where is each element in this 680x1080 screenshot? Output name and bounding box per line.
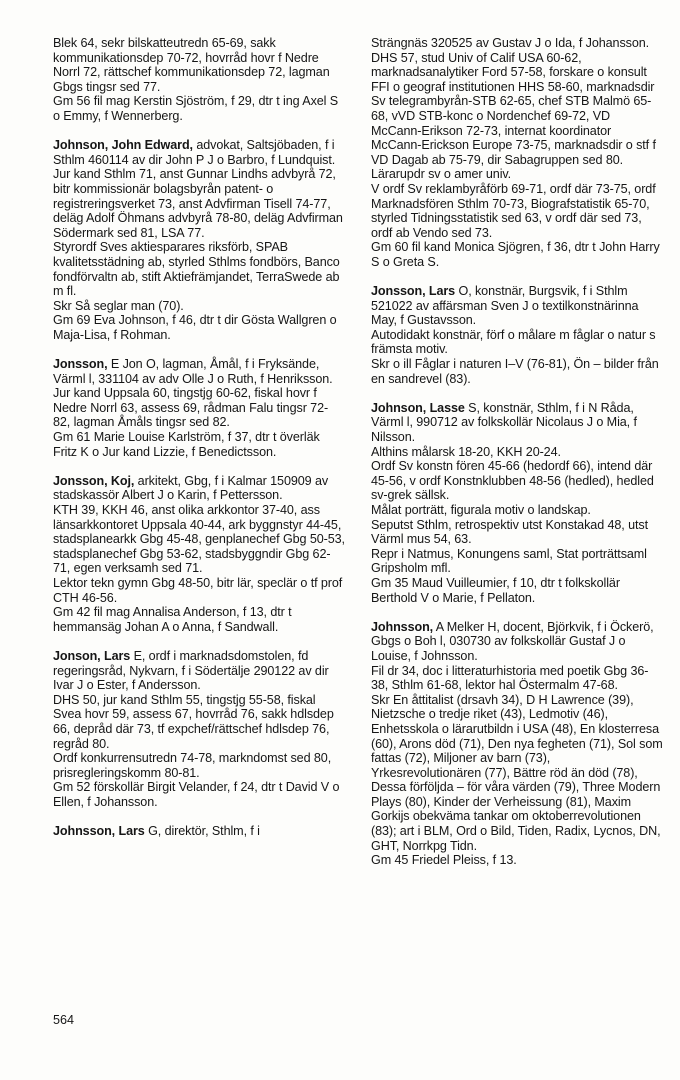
entry-jonsson-lars-o	[371, 284, 663, 386]
entry-paragraph: V ordf Sv reklambyråförb 69-71, ordf där 73-75, ordf Marknadsfören Sthlm 70-73, Biografstatistik 65-70, styrled Tidningsstatistik sed 63, v ordf där sed 73, ordf ab Vendo sed 73.	[371, 181, 656, 240]
entry-header	[53, 474, 345, 503]
entry-paragraph: KTH 39, KKH 46, anst olika arkkontor 37-40, ass länsarkkontoret Uppsala 40-44, ark byggnstyr 44-45, stadsplanearkk Gbg 45-48, genplanechef Gbg 50-53, stadsplanechef Gbg 53-62, stadsbyggndir Gbg 62-71, egen verksamh sed 71.	[53, 503, 345, 576]
entry-paragraph: Autodidakt konstnär, förf o målare m fåglar o natur s främsta motiv.	[371, 327, 656, 357]
entry-header	[53, 649, 345, 693]
entry-header-text: E Jon O, lagman, Åmål, f i Fryksände, Värml l, 331104 av adv Olle J o Ruth, f Henriksson.	[53, 357, 333, 386]
entry-name: Johnsson, Lars	[53, 824, 145, 839]
entry-paragraph: Gm 56 fil mag Kerstin Sjöström, f 29, dtr t ing Axel S o Emmy, f Wennerberg.	[53, 94, 339, 123]
entry-header	[371, 620, 663, 664]
entry-paragraph: Gm 35 Maud Vuilleumier, f 10, dtr t folkskollär Berthold V o Marie, f Pellaton.	[371, 575, 620, 605]
entry-paragraph: Gm 60 fil kand Monica Sjögren, f 36, dtr t John Harry S o Greta S.	[371, 240, 660, 269]
entry-header-text: E, ordf i marknadsdomstolen, fd regeringsråd, Nykvarn, f i Södertälje 290122 av dir Ivar J o Ester, f Andersson.	[53, 648, 329, 693]
entry-paragraph: Styrordf Sves aktiesparares riksförb, SPAB kvalitetsstädning ab, styrled Sthlms fondbörs, Banco fondförvaltn ab, stift Aktiefrämjandet, TerraSwede ab m fl.	[53, 240, 340, 299]
entry-paragraph: DHS 50, jur kand Sthlm 55, tingstjg 55-58, fiskal Svea hovr 59, assess 67, hovrråd 76, sakk hdlsdep 66, depråd där 73, tf expchef/rättschef hdlsdep 76, regråd 80.	[53, 692, 334, 751]
entry-paragraph: Seputst Sthlm, retrospektiv utst Konstakad 48, utst Värml mus 54, 63.	[371, 517, 648, 547]
entry-paragraph: Althins målarsk 18-20, KKH 20-24.	[371, 444, 561, 459]
entry-continuation	[371, 36, 663, 270]
entry-paragraph: Fil dr 34, doc i litteraturhistoria med poetik Gbg 36-38, Sthlm 61-68, lektor hal Östermalm 47-68.	[371, 663, 649, 693]
entry-header-text: G, direktör, Sthlm, f i	[144, 824, 260, 839]
entry-paragraph: Skr o ill Fåglar i naturen I–V (76-81), Ön – bilder från en sandrevel (83).	[371, 357, 659, 386]
entry-header	[53, 357, 345, 386]
entry-paragraph: Jur kand Uppsala 60, tingstjg 60-62, fiskal hovr f Nedre Norrl 63, assess 69, rådman Falu tingsr 72-82, lagman Åmåls tingsr sed 82.	[53, 386, 329, 430]
entry-paragraph: Ordf Sv konstn fören 45-66 (hedordf 66), intend där 45-56, v ordf Konstnklubben 48-56 (hedled), hedled sv-grek sällsk.	[371, 459, 654, 503]
entry-jonsson-koj	[53, 474, 345, 635]
entry-header-text: arkitekt, Gbg, f i Kalmar 150909 av stadskassör Albert J o Karin, f Pettersson.	[53, 473, 329, 503]
entry-name: Johnsson,	[371, 619, 434, 634]
entry-paragraph: Blek 64, sekr bilskatteutredn 65-69, sakk kommunikationsdep 70-72, hovrråd hovr f Nedre Norrl 72, rättschef kommunikationsdep 72, lagman Gbgs tingsr sed 77.	[53, 36, 330, 94]
entry-paragraph: Repr i Natmus, Konungens saml, Stat porträttsaml Gripsholm mfl.	[371, 546, 647, 576]
entry-paragraph: Gm 61 Marie Louise Karlström, f 37, dtr t överläk Fritz K o Jur kand Lizzie, f Benedictsson.	[53, 430, 320, 459]
entry-header-text: O, konstnär, Burgsvik, f i Sthlm 521022 av affärsman Sven J o textilkonstnärinna May, f Gustavsson.	[371, 284, 639, 328]
entry-name: Jonsson, Lars	[371, 284, 456, 299]
entry-name: Johnson, Lasse	[371, 400, 465, 415]
entry-paragraph: Jur kand Sthlm 71, anst Gunnar Lindhs advbyrå 72, bitr kommissionär bolagsbyrån patent- o registreringsverket 73, anst Advfirman Tisell 74-77, deläg Adolf Öhmans advbyrå 78-80, deläg Advfirman Södermark sed 81, LSA 77.	[53, 167, 343, 240]
entry-name: Jonsson, Koj,	[53, 473, 135, 488]
entry-paragraph: Lärarupdr sv o amer univ.	[371, 167, 512, 182]
entry-paragraph: Skr Så seglar man (70).	[53, 298, 184, 313]
entry-paragraph: Gm 45 Friedel Pleiss, f 13.	[371, 853, 517, 868]
entry-paragraph: Strängnäs 320525 av Gustav J o Ida, f Johansson.	[371, 36, 650, 50]
entry-jonsson-e-jon	[53, 357, 345, 459]
entry-johnson-john-edward	[53, 138, 345, 342]
page-number: 564	[53, 1013, 75, 1027]
entry-paragraph: Gm 52 förskollär Birgit Velander, f 24, dtr t David V o Ellen, f Johansson.	[53, 780, 340, 809]
entry-header	[53, 824, 345, 839]
entry-header-text: advokat, Saltsjöbaden, f i Sthlm 460114 av dir John P J o Barbro, f Lundquist.	[53, 138, 336, 167]
entry-name: Jonsson,	[53, 357, 108, 372]
entry-header	[371, 284, 663, 328]
entry-paragraph: Målat porträtt, figurala motiv o landskap.	[371, 503, 591, 517]
entry-johnsson-melker	[371, 620, 663, 868]
entry-johnson-lasse	[371, 401, 663, 605]
entry-jonson-lars	[53, 649, 345, 810]
left-column	[53, 36, 345, 853]
entry-name: Jonson, Lars	[53, 648, 131, 663]
entry-continuation	[53, 36, 345, 124]
entry-header-text: A Melker H, docent, Björkvik, f i Öckerö, Gbgs o Boh l, 030730 av folkskollär Gustaf J o Louise, f Johnsson.	[371, 619, 654, 663]
entry-header	[53, 138, 345, 167]
entry-paragraph: Skr En åttitalist (drsavh 34), D H Lawrence (39), Nietzsche o tredje riket (43), Ledmotiv (46), Enhetsskola o lärarutbildn i USA (48), En klosterresa (60), Arons död (71), Den nya fegheten (71), Sol som fattas (72), Miljoner av barn (73), Yrkesrevolutionären (77), Bättre röd än död (78), Dessa förföljda – för våra värden (79), Three Modern Plays (80), Kinder der Verheissung (81), Maxim Gorkijs obekväma tankar om oktoberrevolutionen (83); art i BLM, Ord o Bild, Tiden, Radix, Lycnos, DN, GHT, Norrkpg Tidn.	[371, 692, 663, 853]
entry-paragraph: Ordf konkurrensutredn 74-78, markndomst sed 80, prisregleringskomm 80-81.	[53, 751, 332, 780]
entry-paragraph: Gm 42 fil mag Annalisa Anderson, f 13, dtr t hemmansäg Johan A o Anna, f Sandwall.	[53, 605, 292, 634]
entry-header	[371, 401, 663, 445]
entry-name: Johnson, John Edward,	[53, 138, 193, 153]
entry-paragraph: DHS 57, stud Univ of Calif USA 60-62, marknadsanalytiker Ford 57-58, forskare o konsult FFI o geograf institutionen HHS 58-60, marknadsdir Sv telegrambyrån-STB 62-65, chef STB Malmö 65-68, vVD STB-konc o Nordenchef 69-72, VD McCann-Erikson 72-73, internat koordinator McCann-Erickson Europe 73-75, marknadsdir o stf f VD Dagab ab 75-79, dir Sabagruppen sed 80.	[371, 50, 656, 167]
entry-johnsson-lars-g	[53, 824, 345, 839]
right-column	[371, 36, 663, 882]
entry-paragraph: Lektor tekn gymn Gbg 48-50, bitr lär, speclär o tf prof CTH 46-56.	[53, 575, 343, 605]
entry-paragraph: Gm 69 Eva Johnson, f 46, dtr t dir Gösta Wallgren o Maja-Lisa, f Rohman.	[53, 313, 337, 342]
entry-header-text: S, konstnär, Sthlm, f i N Råda, Värml l, 990712 av folkskollär Nicolaus J o Mia, f Nilsson.	[371, 400, 637, 445]
